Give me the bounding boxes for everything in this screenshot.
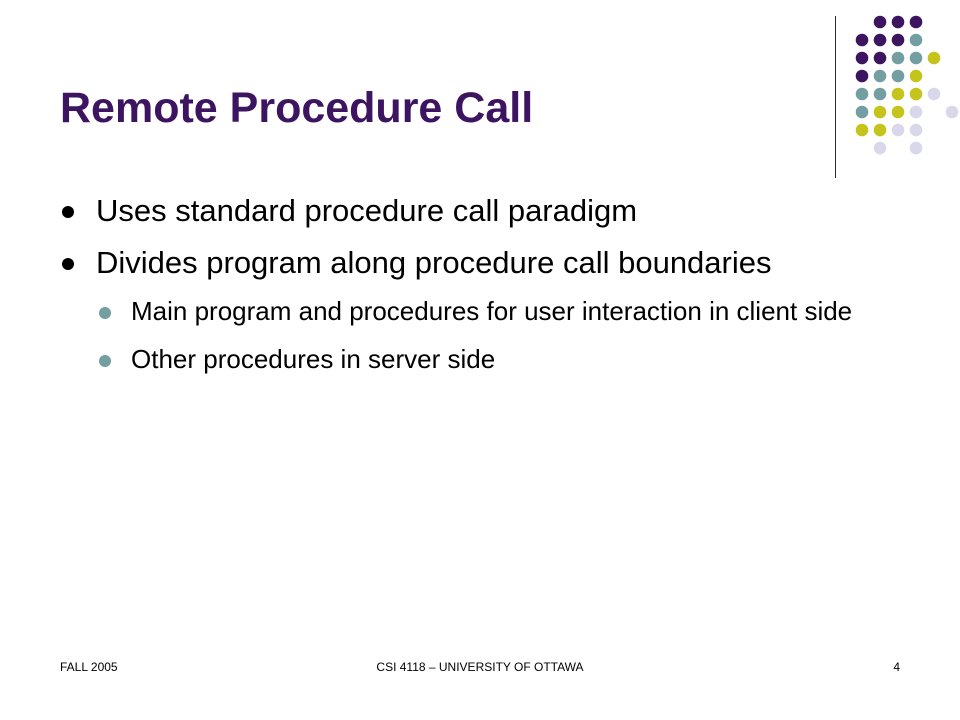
bullet-dot-icon — [62, 258, 74, 270]
decorative-dot — [856, 34, 869, 47]
decorative-dot — [856, 106, 869, 119]
decorative-dot — [856, 70, 869, 83]
decorative-dot — [874, 124, 887, 137]
decorative-dot — [892, 70, 905, 83]
sub-bullet-text: Main program and procedures for user interaction in client side — [131, 296, 853, 326]
decorative-dot — [928, 52, 941, 65]
footer-page-number: 4 — [893, 660, 900, 674]
footer-course: CSI 4118 – UNIVERSITY OF OTTAWA — [376, 660, 584, 674]
decorative-dot — [856, 88, 869, 101]
decorative-dot — [892, 16, 905, 29]
decorative-dot — [910, 34, 923, 47]
decorative-dot — [892, 124, 905, 137]
decorative-dot — [910, 16, 923, 29]
bullet-text: Uses standard procedure call paradigm — [96, 193, 638, 228]
decorative-dot — [874, 70, 887, 83]
decorative-dot — [910, 124, 923, 137]
decorative-dot — [874, 88, 887, 101]
decorative-divider-line — [835, 16, 836, 178]
bullet-item — [60, 243, 900, 283]
decorative-dot — [874, 16, 887, 29]
sub-bullet-item — [96, 343, 900, 375]
decorative-dot — [910, 106, 923, 119]
bullet-item — [60, 191, 900, 231]
decorative-dot — [946, 106, 959, 119]
decorative-dot — [910, 142, 923, 155]
sub-bullet-dot-icon — [99, 307, 111, 319]
footer-date: FALL 2005 — [60, 660, 118, 674]
sub-bullet-text: Other procedures in server side — [131, 344, 496, 374]
decorative-dot — [910, 52, 923, 65]
decorative-dot — [910, 88, 923, 101]
decorative-dot — [856, 124, 869, 137]
slide-content — [60, 191, 900, 391]
decorative-dot — [874, 34, 887, 47]
decorative-dot — [856, 52, 869, 65]
decorative-dot — [892, 88, 905, 101]
sub-bullet-item — [96, 295, 900, 327]
decorative-dot — [874, 106, 887, 119]
decorative-dot — [910, 70, 923, 83]
decorative-dot — [892, 34, 905, 47]
sub-bullet-dot-icon — [99, 355, 111, 367]
slide-title: Remote Procedure Call — [60, 84, 534, 132]
decorative-dot — [892, 106, 905, 119]
decorative-dot — [874, 52, 887, 65]
bullet-dot-icon — [62, 206, 74, 218]
decorative-dot — [874, 142, 887, 155]
decorative-dot — [892, 52, 905, 65]
decorative-dot — [928, 88, 941, 101]
bullet-text: Divides program along procedure call boundaries — [96, 245, 772, 280]
